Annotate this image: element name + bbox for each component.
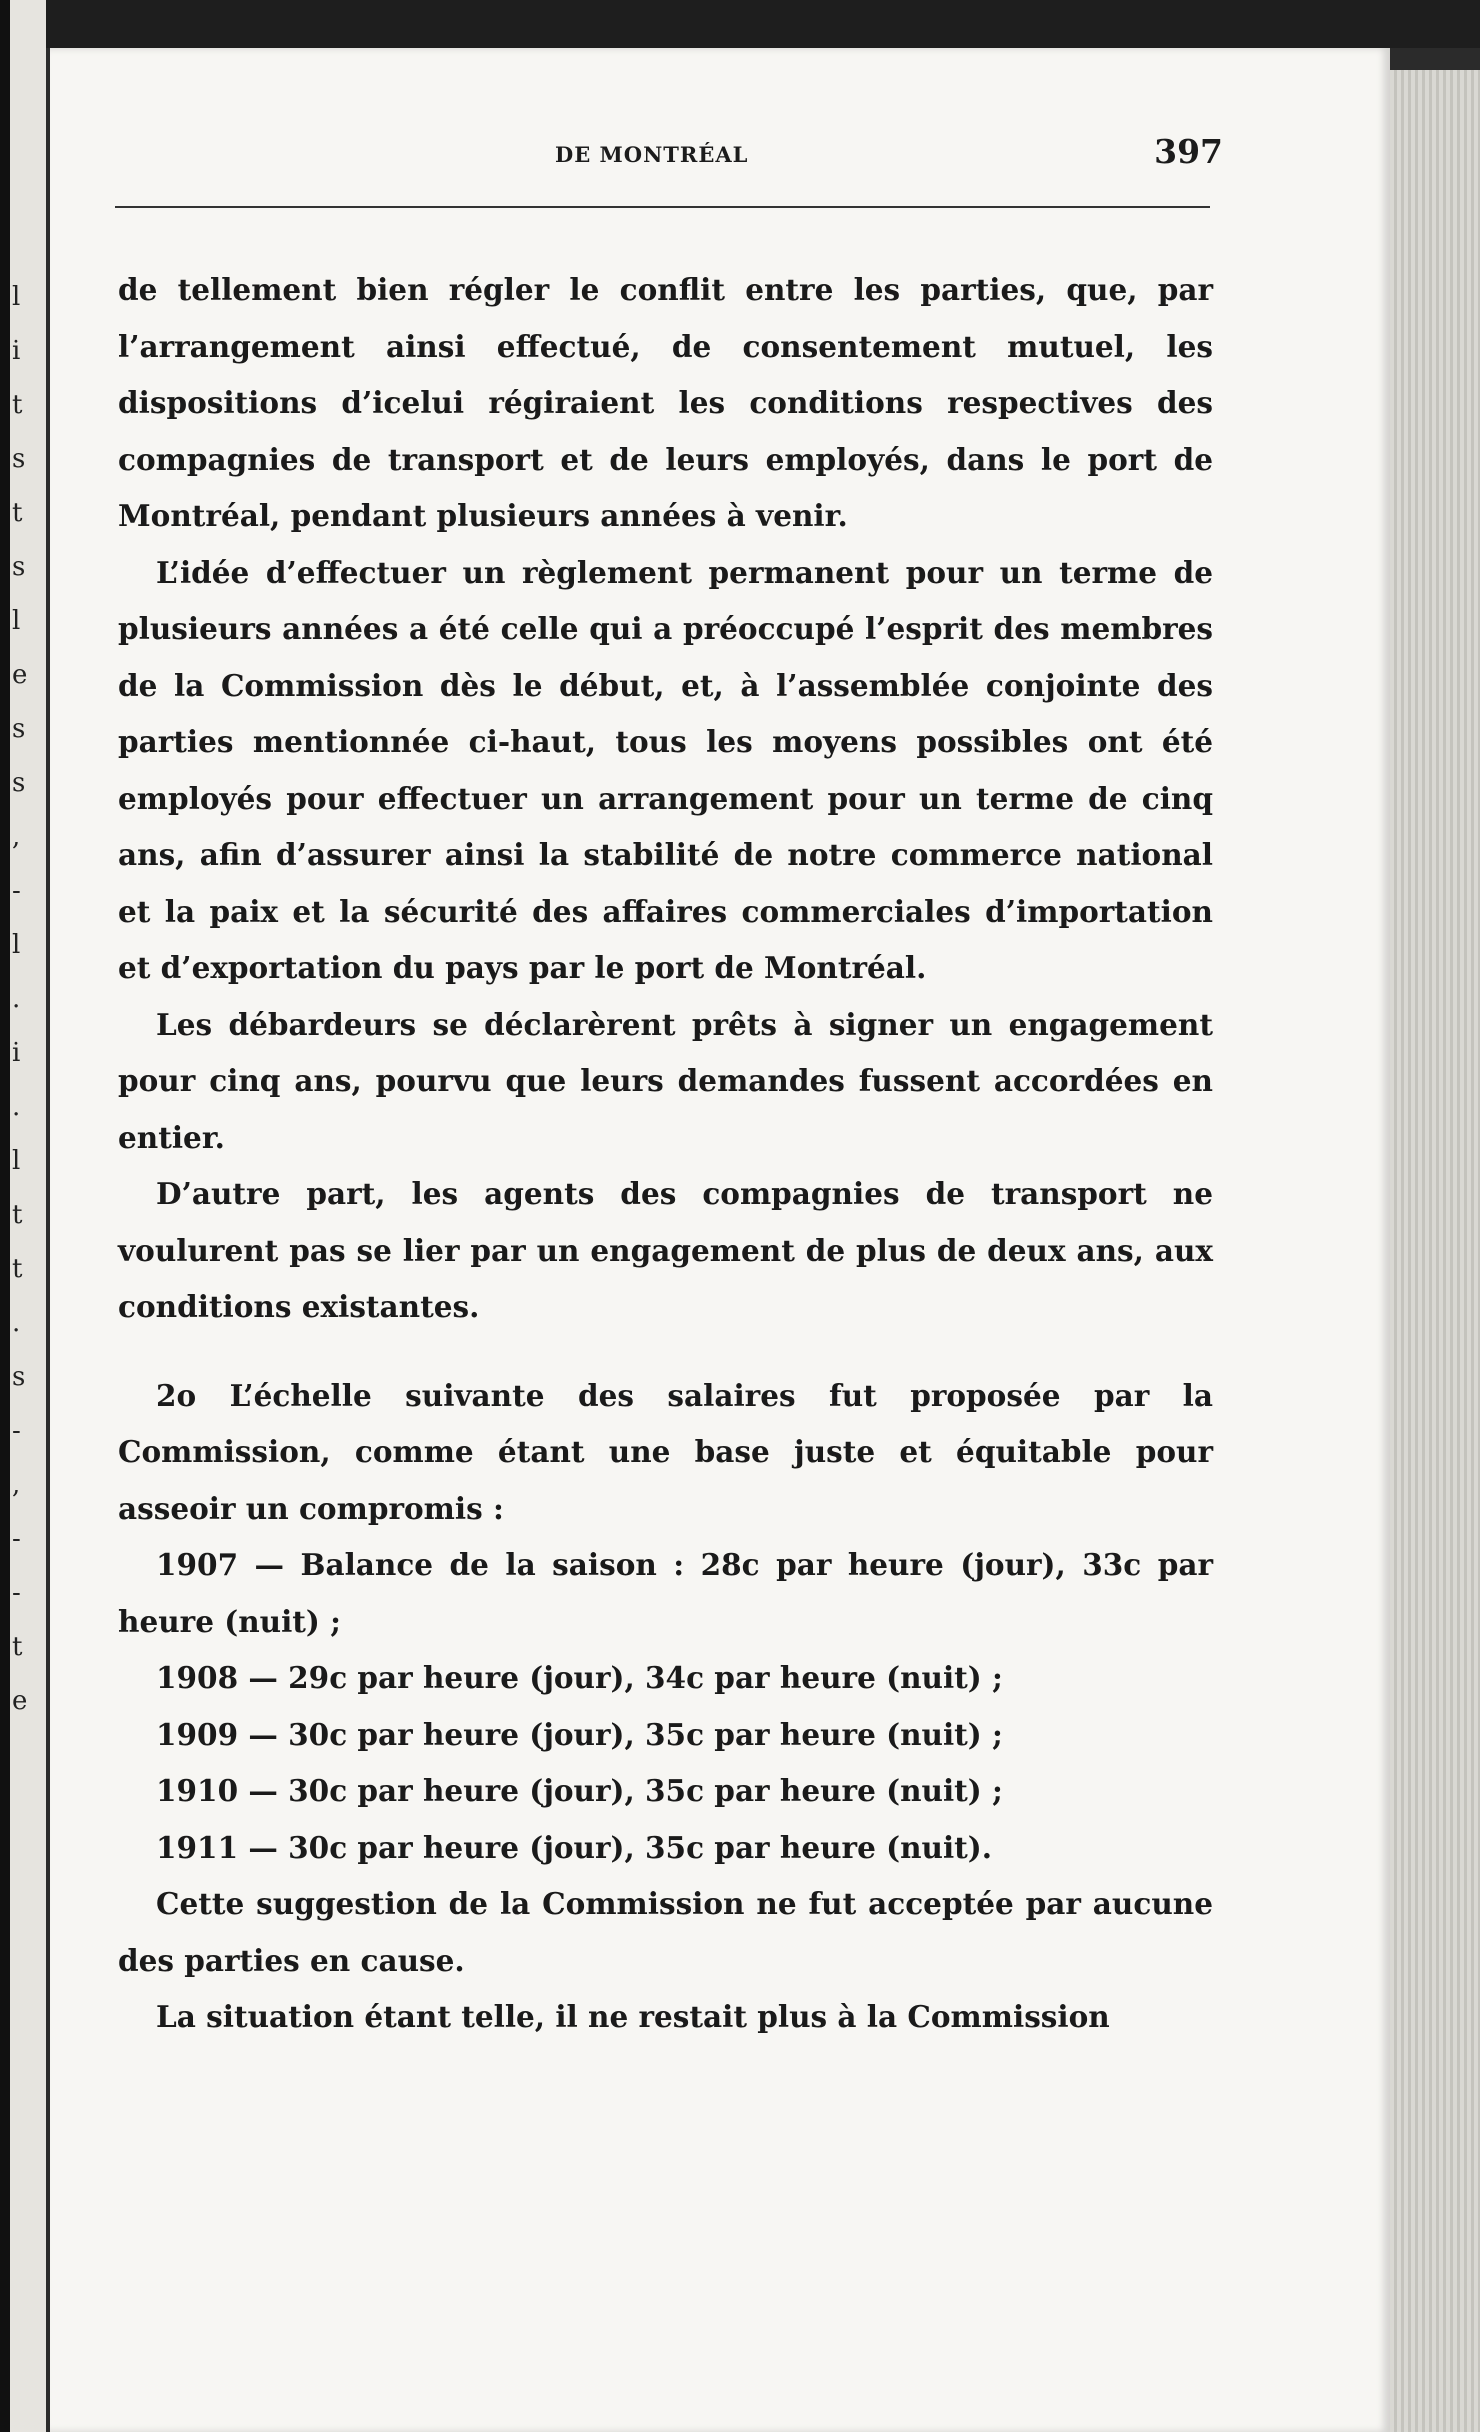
page-header — [115, 132, 1223, 178]
schedule-line: 1910 — 30c par heure (jour), 35c par heure (nuit) ; — [156, 1773, 1003, 1808]
schedule-line: 1911 — 30c par heure (jour), 35c par heure (nuit). — [156, 1829, 993, 1865]
facing-page-fragments: l i t s t s l e s s , - l . i . l t t . s - , - - t e — [12, 282, 28, 1716]
paragraph: Cette suggestion de la Commission ne fut acceptée par aucune des parties en cause. — [118, 1886, 1213, 1978]
paragraph: de tellement bien régler le conflit entre les parties, que, par l’arrangement ainsi effectué, de consentement mutuel, les dispositions d’icelui régiraient les conditions respectives des compagnies de transport et de leurs employés, dans le port de Montréal, pendant plusieurs années à venir. — [118, 272, 1213, 533]
scan-top-border — [0, 0, 1480, 48]
binding-shadow — [0, 0, 10, 2432]
schedule-line: 1909 — 30c par heure (jour), 35c par heure (nuit) ; — [156, 1716, 1003, 1752]
wage-schedule — [118, 1537, 1213, 1876]
page-body — [118, 262, 1213, 2046]
paragraph: La situation étant telle, il ne restait plus à la Commission — [156, 1999, 1110, 2034]
paragraph: D’autre part, les agents des compagnies de transport ne voulurent pas se lier par un engagement de plus de deux ans, aux conditions existantes. — [118, 1176, 1213, 1324]
paragraph: 2o L’échelle suivante des salaires fut proposée par la Commission, comme étant une base juste et équitable pour asseoir un compromis : — [118, 1377, 1213, 1526]
paragraph: Les débardeurs se déclarèrent prêts à signer un engagement pour cinq ans, pourvu que leurs demandes fussent accordées en entier. — [118, 1006, 1213, 1155]
paragraph: L’idée d’effectuer un règlement permanent pour un terme de plusieurs années a été celle qui a préoccupé l’esprit des membres de la Commission dès le début, et, à l’assemblée conjointe des parties mentionnée ci-haut, tous les moyens possibles ont été employés pour effectuer un arrangement pour un terme de cinq ans, afin d’assurer ainsi la stabilité de notre commerce national et la paix et la sécurité des affaires commerciales d’importation et d’exportation du pays par le port de Montréal. — [118, 554, 1213, 985]
page-number: 397 — [1154, 132, 1223, 171]
page-stack-edges — [1390, 70, 1480, 2432]
running-title: DE MONTRÉAL — [555, 142, 749, 167]
schedule-line: 1907 — Balance de la saison : 28c par heure (jour), 33c par heure (nuit) ; — [118, 1547, 1213, 1639]
schedule-line: 1908 — 29c par heure (jour), 34c par heure (nuit) ; — [156, 1660, 1003, 1695]
section-gap — [118, 1336, 1213, 1368]
header-rule — [115, 206, 1210, 208]
